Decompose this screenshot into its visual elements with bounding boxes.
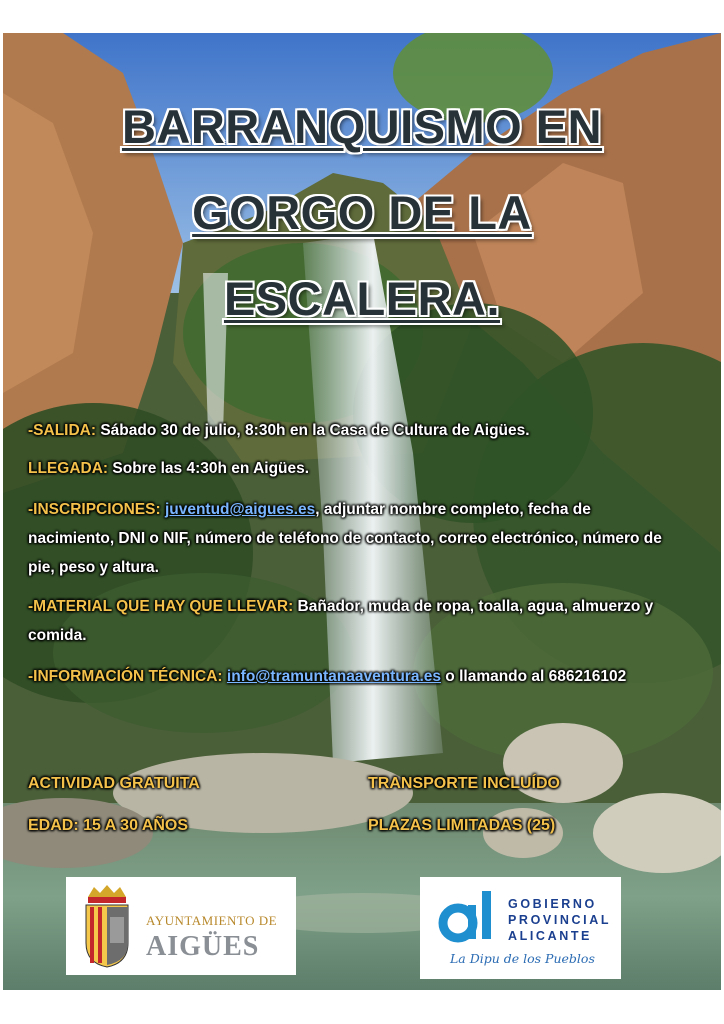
actividad-gratuita: ACTIVIDAD GRATUITA xyxy=(28,775,200,792)
gobierno-line-2: PROVINCIAL xyxy=(508,913,612,927)
ayuntamiento-label: AYUNTAMIENTO DE xyxy=(146,913,278,928)
material-text: Bañador, muda de ropa, toalla, agua, almuerzo y comida. xyxy=(28,598,654,644)
gobierno-slogan: La Dipu de los Pueblos xyxy=(450,951,595,966)
tecnica-paragraph xyxy=(28,662,668,691)
inscripciones-text: , adjuntar nombre completo, fecha de nacimiento, DNI o NIF, número de teléfono de contacto, correo electrónico, número de pie, peso y altura. xyxy=(28,501,662,576)
material-label: -MATERIAL QUE HAY QUE LLEVAR: xyxy=(28,598,294,615)
llegada-line xyxy=(28,454,668,483)
transporte-incluido: TRANSPORTE INCLUÍDO xyxy=(368,775,560,792)
inscripciones-label: -INSCRIPCIONES: xyxy=(28,501,161,518)
diputacion-logo-icon xyxy=(438,891,500,947)
llegada-label: LLEGADA: xyxy=(28,460,109,477)
edad-range: EDAD: 15 A 30 AÑOS xyxy=(28,817,189,834)
tecnica-email-link[interactable]: info@tramuntanaaventura.es xyxy=(226,668,441,685)
gobierno-provincial-logo xyxy=(420,877,621,979)
llegada-text: Sobre las 4:30h en Aigües. xyxy=(108,460,310,477)
salida-text: Sábado 30 de julio, 8:30h en la Casa de Cultura de Aigües. xyxy=(96,422,530,439)
ayuntamiento-logo xyxy=(66,877,296,975)
material-paragraph xyxy=(28,592,678,650)
gobierno-line-3: ALICANTE xyxy=(508,929,592,943)
poster-title-line-3: ESCALERA. xyxy=(223,272,501,325)
poster-title-line-1: BARRANQUISMO EN xyxy=(121,100,603,153)
salida-line xyxy=(28,416,668,445)
tecnica-text: o llamando al 686216102 xyxy=(441,668,627,685)
salida-label: -SALIDA: xyxy=(28,422,97,439)
inscripciones-email-link[interactable]: juventud@aigues.es xyxy=(164,501,316,518)
gobierno-line-1: GOBIERNO xyxy=(508,897,597,911)
plazas-limitadas: PLAZAS LIMITADAS (25) xyxy=(368,817,556,834)
ayuntamiento-name: AIGÜES xyxy=(146,931,260,962)
poster-title-line-2: GORGO DE LA xyxy=(192,186,532,239)
coat-of-arms-icon xyxy=(80,883,134,969)
inscripciones-paragraph xyxy=(28,495,678,582)
poster xyxy=(3,33,721,990)
tecnica-label: -INFORMACIÓN TÉCNICA: xyxy=(28,668,223,685)
